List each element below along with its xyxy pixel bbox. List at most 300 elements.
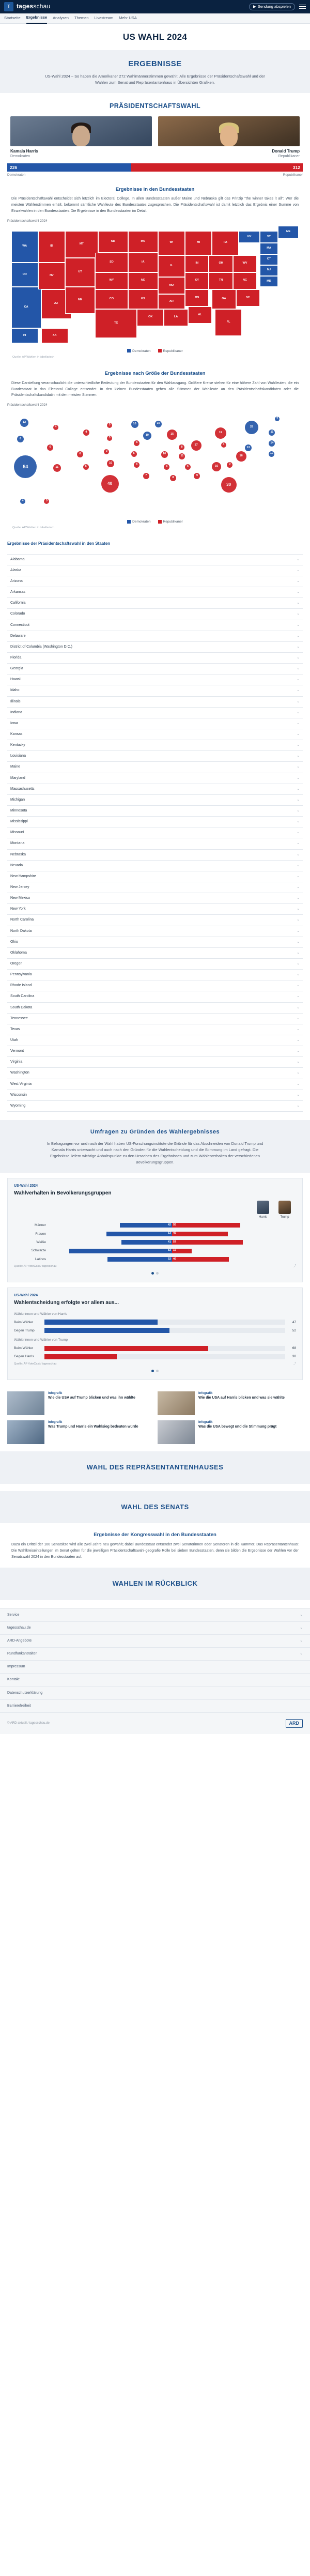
state-ky[interactable]: KY	[185, 272, 209, 289]
teaser-image	[7, 1420, 44, 1444]
state-row[interactable]	[7, 970, 303, 980]
state-row[interactable]	[7, 1079, 303, 1090]
state-mi[interactable]: MI	[185, 231, 212, 255]
state-row[interactable]	[7, 664, 303, 674]
state-row-label: Arizona	[10, 579, 23, 584]
state-row[interactable]	[7, 1068, 303, 1079]
state-fl[interactable]: FL	[215, 309, 242, 336]
bubble-ma[interactable]: 11	[269, 430, 275, 436]
state-row-label: Oklahoma	[10, 950, 27, 955]
state-ia[interactable]: IA	[128, 253, 158, 272]
state-la[interactable]: LA	[164, 309, 188, 326]
chevron-down-icon: ⌄	[297, 984, 300, 988]
presidential-heading: PRÄSIDENTSCHAFTSWAHL	[109, 102, 201, 110]
chart2-row-label: Beim Wähler	[14, 1320, 34, 1324]
state-ca[interactable]: CA	[11, 287, 41, 328]
nav-item-mehr-usa[interactable]: Mehr USA	[119, 16, 137, 21]
avatar	[278, 1201, 291, 1214]
chart2-row	[14, 1320, 296, 1325]
footer-link-label: ARD-Angebote	[7, 1638, 32, 1643]
page-title: US WAHL 2024	[122, 32, 188, 42]
bubble-mi[interactable]: 15	[167, 430, 177, 440]
bubble-ia[interactable]: 6	[134, 440, 140, 446]
bubble-hi[interactable]: 4	[20, 499, 25, 504]
chevron-down-icon: ⌄	[297, 612, 300, 616]
state-wy[interactable]: WY	[95, 272, 128, 289]
chart2-row-label: Beim Wähler	[14, 1346, 34, 1351]
footer-link-label: Datenschutzerklärung	[7, 1691, 43, 1695]
state-co[interactable]: CO	[95, 289, 128, 309]
state-row[interactable]	[7, 915, 303, 926]
carousel-dot-1[interactable]	[151, 1272, 154, 1275]
state-row-label: New York	[10, 907, 26, 911]
teaser-grid	[0, 1385, 310, 1444]
state-row[interactable]	[7, 1035, 303, 1046]
menu-icon[interactable]	[299, 5, 306, 9]
footer-link-label: Rundfunkanstalten	[7, 1652, 38, 1656]
chevron-down-icon: ⌄	[297, 973, 300, 977]
state-wa[interactable]: WA	[11, 231, 38, 263]
top-bar	[0, 0, 310, 13]
footer-sublink-datenschutz[interactable]	[0, 1687, 310, 1700]
bubble-heading: Ergebnisse nach Größe der Bundesstaaten	[104, 370, 206, 376]
chart1-row	[14, 1248, 296, 1253]
chart1-row-label: Männer	[34, 1223, 46, 1228]
state-row-label: Virginia	[10, 1060, 23, 1064]
state-ut[interactable]: UT	[65, 258, 95, 287]
states-results-text: Die Präsidentschaftswahl entscheidet sich letztlich im Electoral College. In allen Bundesstaaten außer Maine und Nebraska gilt das Prinzip "the winner takes it all": Wer die meisten Wählerstimmen erhält, bekommt sämtliche Wahlleute des Bundesstaates zugesprochen. Die Präsidentschaftswahl ist damit letztlich das Ergebnis einer Summe von Einzelwahlen in den Bundesstaaten. Die Ergebnisse in den Bundesstaaten im Detail.	[11, 197, 299, 213]
bubble-map[interactable]	[5, 408, 305, 516]
chevron-down-icon: ⌄	[300, 1613, 303, 1617]
map-title: Präsidentschaftswahl 2024	[7, 219, 48, 223]
footer-link-ard-angebote[interactable]	[0, 1635, 310, 1648]
legend-rep: Republikaner	[158, 349, 183, 354]
chart2-row-label: Gegen Harris	[14, 1355, 34, 1359]
state-row[interactable]	[7, 850, 303, 861]
carousel-dots[interactable]	[14, 1370, 296, 1372]
state-row-label: Pennsylvania	[10, 973, 32, 977]
bubble-wi[interactable]: 10	[155, 421, 162, 427]
state-row-label: Vermont	[10, 1049, 24, 1053]
electoral-bar	[7, 163, 303, 172]
state-sc[interactable]: SC	[236, 289, 260, 306]
state-row[interactable]	[7, 729, 303, 740]
state-row-label: Rhode Island	[10, 984, 32, 988]
state-nc[interactable]: NC	[233, 272, 257, 289]
bubble-nc[interactable]: 16	[236, 451, 246, 462]
chart1-row	[14, 1257, 296, 1262]
chart1-bar-harris: 53	[106, 1232, 172, 1236]
state-row[interactable]	[7, 1090, 303, 1101]
chart1-row-label: Frauen	[35, 1232, 46, 1236]
state-row[interactable]	[7, 708, 303, 718]
state-il[interactable]: IL	[158, 255, 185, 277]
chart1-bar-harris: 83	[69, 1249, 172, 1253]
section-house: WAHL DES REPRÄSENTANTENHAUSES	[0, 1451, 310, 1484]
chevron-down-icon: ⌄	[297, 852, 300, 856]
state-al[interactable]: AL	[188, 306, 212, 324]
state-nv[interactable]: NV	[38, 263, 65, 289]
chart1-bar-harris: 52	[107, 1257, 172, 1262]
bubble-mo[interactable]: 10	[161, 451, 168, 458]
state-row[interactable]	[7, 1101, 303, 1112]
state-row-label: Georgia	[10, 667, 23, 671]
footer-link-service[interactable]	[0, 1609, 310, 1622]
state-mt[interactable]: MT	[65, 231, 98, 258]
state-row[interactable]	[7, 642, 303, 653]
state-row[interactable]	[7, 1057, 303, 1068]
teaser-image	[158, 1420, 195, 1444]
chart2-group2-label: Wählerinnen und Wähler von Trump	[14, 1338, 68, 1342]
chevron-down-icon: ⌄	[297, 601, 300, 605]
state-row-label: West Virginia	[10, 1082, 32, 1086]
state-or[interactable]: OR	[11, 263, 38, 287]
bubble-nv[interactable]: 6	[47, 444, 53, 451]
state-row-label: Delaware	[10, 634, 26, 638]
state-row[interactable]	[7, 827, 303, 838]
state-row[interactable]	[7, 697, 303, 708]
state-row[interactable]	[7, 576, 303, 587]
state-row[interactable]	[7, 784, 303, 795]
bubble-oh[interactable]: 17	[191, 440, 202, 451]
state-row[interactable]	[7, 893, 303, 904]
teaser-card[interactable]	[158, 1391, 303, 1415]
share-icon[interactable]: ⤴	[293, 1265, 296, 1268]
carousel-dot-1[interactable]	[151, 1370, 154, 1372]
bubble-la[interactable]: 8	[170, 475, 176, 481]
state-ma[interactable]: MA	[260, 243, 278, 254]
chevron-down-icon: ⌄	[297, 787, 300, 791]
carousel-dot-2[interactable]	[156, 1370, 159, 1372]
state-row-label: Oregon	[10, 961, 23, 965]
state-sd[interactable]: SD	[95, 253, 128, 272]
bubble-ar[interactable]: 6	[164, 464, 169, 470]
bubble-nj[interactable]: 14	[269, 440, 275, 447]
footer-sublink-barrierefreiheit[interactable]	[0, 1700, 310, 1713]
state-ms[interactable]: MS	[185, 289, 209, 306]
state-row[interactable]	[7, 740, 303, 751]
state-mn[interactable]: MN	[128, 231, 158, 253]
survey-band-title: Umfragen zu Gründen des Wahlergebnisses	[90, 1128, 220, 1135]
bubble-az[interactable]: 11	[53, 464, 61, 472]
state-row[interactable]	[7, 587, 303, 598]
state-row-label: Louisiana	[10, 754, 26, 758]
chart1-bar-harris: 41	[121, 1240, 172, 1245]
bubble-ms[interactable]: 6	[185, 464, 191, 470]
state-me[interactable]: ME	[278, 226, 299, 238]
state-tx[interactable]: TX	[95, 309, 137, 339]
chevron-down-icon: ⌄	[297, 688, 300, 693]
state-row-label: Idaho	[10, 688, 20, 693]
bubble-ut[interactable]: 6	[77, 451, 83, 457]
state-row-label: Kentucky	[10, 743, 25, 747]
state-nj[interactable]: NJ	[260, 265, 278, 276]
teaser-text: Was die USA bewegt und die Stimmung prägt	[198, 1425, 277, 1429]
bubble-ca[interactable]: 54	[14, 455, 37, 478]
chart2-source: Quelle: AP VoteCast / tagesschau	[14, 1362, 57, 1366]
state-row[interactable]	[7, 882, 303, 893]
state-row-label: Massachusetts	[10, 787, 35, 791]
share-icon[interactable]: ⤴	[293, 1362, 296, 1366]
chevron-down-icon: ⌄	[297, 820, 300, 824]
bubble-wv[interactable]: 4	[221, 442, 226, 448]
state-row[interactable]	[7, 817, 303, 827]
state-row[interactable]	[7, 948, 303, 959]
chart2-value: 47	[292, 1320, 296, 1324]
state-ok[interactable]: OK	[137, 309, 164, 326]
state-in[interactable]: IN	[185, 255, 209, 272]
carousel-dots[interactable]	[14, 1272, 296, 1275]
nav-item-themen[interactable]: Themen	[74, 16, 89, 21]
state-wi[interactable]: WI	[158, 231, 185, 255]
carousel-dot-2[interactable]	[156, 1272, 159, 1275]
teaser-card[interactable]	[7, 1391, 152, 1415]
state-row[interactable]	[7, 795, 303, 806]
play-icon: ▶	[253, 4, 256, 9]
usa-map[interactable]	[5, 224, 305, 346]
state-row[interactable]	[7, 555, 303, 565]
state-row[interactable]	[7, 718, 303, 729]
chevron-down-icon: ⌄	[297, 656, 300, 660]
ard-logo[interactable]: ARD	[286, 1719, 303, 1728]
bubble-ga[interactable]: 16	[212, 462, 221, 471]
play-broadcast-button[interactable]	[249, 3, 295, 11]
state-row-label: Mississippi	[10, 820, 28, 824]
state-ks[interactable]: KS	[128, 289, 158, 309]
footer-link-label: Kontakt	[7, 1678, 20, 1682]
chart2-fill	[44, 1328, 169, 1333]
bubble-ky[interactable]: 8	[179, 444, 184, 450]
chevron-down-icon: ⌄	[297, 1016, 300, 1020]
chart1-trump-label: Trump	[280, 1215, 289, 1219]
teaser-kicker: Infografik	[48, 1391, 63, 1395]
chevron-down-icon: ⌄	[297, 721, 300, 725]
state-row[interactable]	[7, 959, 303, 970]
state-az[interactable]: AZ	[41, 289, 71, 319]
state-row[interactable]	[7, 871, 303, 882]
state-row[interactable]	[7, 598, 303, 609]
bubble-pa[interactable]: 19	[215, 427, 226, 439]
bubble-wy[interactable]: 3	[104, 449, 109, 454]
electoral-bar-dem-label: Demokraten	[7, 173, 26, 177]
chevron-down-icon: ⌄	[297, 874, 300, 878]
tagesschau-logo-icon[interactable]: T	[4, 2, 13, 11]
bubble-ks[interactable]: 6	[134, 462, 140, 468]
teaser-card[interactable]	[7, 1420, 152, 1444]
state-list	[7, 554, 303, 1112]
chevron-down-icon: ⌄	[297, 1093, 300, 1097]
chevron-down-icon: ⌄	[297, 645, 300, 649]
bubble-fl[interactable]: 30	[221, 477, 237, 493]
state-ga[interactable]: GA	[212, 289, 236, 309]
chart2-title: Wahlentscheidung erfolgte vor allem aus...	[14, 1300, 119, 1306]
teaser-card[interactable]	[158, 1420, 303, 1444]
bubble-wa[interactable]: 12	[20, 419, 28, 427]
state-row[interactable]	[7, 1024, 303, 1035]
state-row[interactable]	[7, 838, 303, 849]
footer-link-label: Service	[7, 1613, 20, 1617]
chart1-bar-harris: 42	[120, 1223, 172, 1228]
chart1-kicker: US-Wahl 2024	[14, 1184, 38, 1188]
state-row[interactable]	[7, 980, 303, 991]
chart1-bar-trump: 57	[172, 1240, 243, 1245]
chevron-down-icon: ⌄	[297, 699, 300, 703]
nav-item-livestream[interactable]: Livestream	[94, 16, 114, 21]
state-row[interactable]	[7, 1014, 303, 1024]
nav-item-ergebnisse[interactable]: Ergebnisse	[26, 13, 47, 24]
state-row[interactable]	[7, 937, 303, 948]
chart2-fill	[44, 1354, 117, 1359]
state-mo[interactable]: MO	[158, 277, 185, 294]
state-row-label: Minnesota	[10, 809, 27, 812]
chart2-track	[44, 1346, 285, 1351]
chart-population-groups	[7, 1178, 303, 1282]
footer-link-tagesschau[interactable]	[0, 1622, 310, 1635]
state-row-label: North Carolina	[10, 918, 34, 922]
state-row[interactable]	[7, 861, 303, 871]
play-broadcast-label: Sendung abspielen	[257, 4, 291, 9]
footer-sublink-impressum[interactable]	[0, 1661, 310, 1674]
state-row[interactable]	[7, 653, 303, 664]
state-row[interactable]	[7, 620, 303, 631]
nav-item-startseite[interactable]: Startseite	[4, 16, 21, 21]
footer-link-label: Barrierefreiheit	[7, 1704, 31, 1708]
chart2-value: 30	[292, 1355, 296, 1359]
state-vt[interactable]: VT	[260, 231, 278, 243]
state-row[interactable]	[7, 565, 303, 576]
bubble-legend	[5, 516, 305, 524]
state-md[interactable]: MD	[260, 276, 278, 287]
state-nm[interactable]: NM	[65, 287, 95, 314]
bubble-tn[interactable]: 11	[179, 453, 185, 459]
state-row-label: New Hampshire	[10, 874, 36, 878]
state-row-label: New Mexico	[10, 896, 30, 900]
state-pa[interactable]: PA	[212, 231, 239, 255]
chart-vote-motivation	[7, 1287, 303, 1379]
state-row[interactable]	[7, 806, 303, 817]
electoral-map	[0, 214, 310, 362]
bubble-mn[interactable]: 10	[131, 421, 138, 428]
copyright: © ARD-aktuell / tagesschau.de	[7, 1722, 50, 1725]
state-row[interactable]	[7, 685, 303, 696]
survey-band-text: In Befragungen vor und nach der Wahl haben US-Forschungsinstitute die Gründe für das Abschneiden von Donald Trump und Kamala Harris untersucht und auch nach den Gründen für die Wahlentscheidung und die Stimmung im Land gefragt. Die Ergebnisse liefern wichtige Anhaltspunkte zu den Ursachen des Ergebnisses und zum Wählerverhalten der verschiedenen Bevölkerungsgruppen.	[47, 1141, 264, 1164]
footer-sublink-kontakt[interactable]	[0, 1674, 310, 1686]
bubble-ne[interactable]: 5	[131, 451, 137, 457]
chart1-row	[14, 1223, 296, 1228]
bubble-il[interactable]: 19	[143, 432, 151, 440]
chart1-head-trump	[278, 1201, 291, 1220]
results-intro: US-Wahl 2024 – So haben die Amerikaner 272 Wahlmännerstimmen gewählt. Alle Ergebnisse der Präsidentschaftswahl und der Wahlen zum Senat und Repräsentantenhaus in Übersichten Grafiken.	[45, 74, 265, 85]
state-oh[interactable]: OH	[209, 255, 233, 272]
state-row[interactable]	[7, 631, 303, 642]
state-id[interactable]: ID	[38, 231, 65, 263]
bubble-sd[interactable]: 3	[107, 436, 112, 441]
state-row[interactable]	[7, 1046, 303, 1057]
brand-main: tages	[17, 3, 34, 10]
bubble-al[interactable]: 9	[194, 473, 200, 479]
footer-link-label: Impressum	[7, 1665, 25, 1669]
bubble-sc[interactable]: 9	[227, 462, 233, 468]
state-row[interactable]	[7, 926, 303, 937]
bubble-nm[interactable]: 5	[83, 464, 89, 470]
congress-heading: Ergebnisse der Kongresswahl in den Bundesstaaten	[94, 1532, 216, 1538]
state-row-label: Florida	[10, 656, 22, 660]
bubble-id[interactable]: 4	[53, 425, 58, 430]
bubble-me[interactable]: 4	[275, 417, 280, 421]
state-row[interactable]	[7, 991, 303, 1002]
chart2-kicker: US-Wahl 2024	[14, 1294, 38, 1298]
chart1-bar-trump: 55	[172, 1223, 240, 1228]
state-nd[interactable]: ND	[98, 231, 128, 253]
bubble-text: Diese Darstellung veranschaulicht die unterschiedliche Bedeutung der Bundesstaaten für den Wahlausgang. Größere Kreise stehen für eine höhere Zahl von Wahlleuten, die ein Bundesstaat in das Electoral College entsendet. In den kleinen Bundesstaaten gehen alle Stimmen der Wahlleute an den Präsidentschaftskandidaten oder die Präsidentschaftskandidatin mit den meisten Stimmen.	[11, 381, 299, 397]
avatar	[257, 1201, 269, 1214]
state-row-label: Colorado	[10, 612, 25, 616]
state-row[interactable]	[7, 773, 303, 784]
bubble-nd[interactable]: 3	[107, 423, 112, 428]
legend-dem: Demokraten	[127, 519, 150, 524]
state-ne[interactable]: NE	[128, 272, 158, 289]
bubble-va[interactable]: 13	[245, 444, 252, 451]
chevron-down-icon: ⌄	[297, 1027, 300, 1031]
state-row[interactable]	[7, 762, 303, 773]
state-row[interactable]	[7, 1003, 303, 1014]
bubble-co[interactable]: 10	[107, 460, 114, 467]
bubble-ny[interactable]: 28	[245, 421, 258, 434]
state-row-label: North Dakota	[10, 929, 32, 933]
state-ny[interactable]: NY	[239, 231, 260, 243]
bubble-ak[interactable]: 3	[44, 499, 49, 504]
map-source: Quelle: AP/Wahlen in tabellarisch	[12, 355, 55, 359]
chart2-row	[14, 1328, 296, 1333]
bubble-map-title: Präsidentschaftswahl 2024	[7, 403, 48, 407]
state-row[interactable]	[7, 904, 303, 915]
electoral-bar-dem: 226	[7, 163, 131, 172]
chart1-bar-trump: 46	[172, 1257, 229, 1262]
state-row-label: Missouri	[10, 831, 24, 835]
state-row-label: Maryland	[10, 776, 25, 780]
state-row-label: South Carolina	[10, 994, 35, 999]
state-hi[interactable]: HI	[11, 328, 38, 343]
bubble-mt[interactable]: 4	[83, 430, 89, 436]
state-ct[interactable]: CT	[260, 254, 278, 265]
state-va-spacer	[257, 255, 260, 256]
state-row[interactable]	[7, 609, 303, 620]
chevron-down-icon: ⌄	[297, 1060, 300, 1064]
state-row-label: Alaska	[10, 568, 22, 572]
chart1-rows	[14, 1223, 296, 1262]
state-row-label: Connecticut	[10, 623, 29, 627]
state-ar[interactable]: AR	[158, 294, 185, 309]
footer-link-rundfunkanstalten[interactable]	[0, 1648, 310, 1661]
bubble-or[interactable]: 8	[17, 436, 24, 442]
state-tn[interactable]: TN	[209, 272, 233, 289]
state-row[interactable]	[7, 751, 303, 762]
avatar	[158, 116, 300, 146]
chart2-track	[44, 1320, 285, 1325]
candidate-party: Demokraten	[10, 155, 30, 159]
bubble-ok[interactable]: 7	[143, 473, 149, 479]
state-row[interactable]	[7, 674, 303, 685]
brand-wordmark[interactable]	[17, 2, 50, 11]
state-ak[interactable]: AK	[41, 328, 68, 343]
bubble-tx[interactable]: 40	[101, 475, 119, 493]
bubble-md[interactable]: 10	[269, 451, 274, 457]
state-row-label: District of Columbia (Washington D.C.)	[10, 645, 72, 649]
nav-item-analysen[interactable]: Analysen	[53, 16, 69, 21]
chevron-down-icon: ⌄	[297, 940, 300, 944]
state-wv[interactable]: WV	[233, 255, 257, 272]
legend-rep: Republikaner	[158, 519, 183, 524]
